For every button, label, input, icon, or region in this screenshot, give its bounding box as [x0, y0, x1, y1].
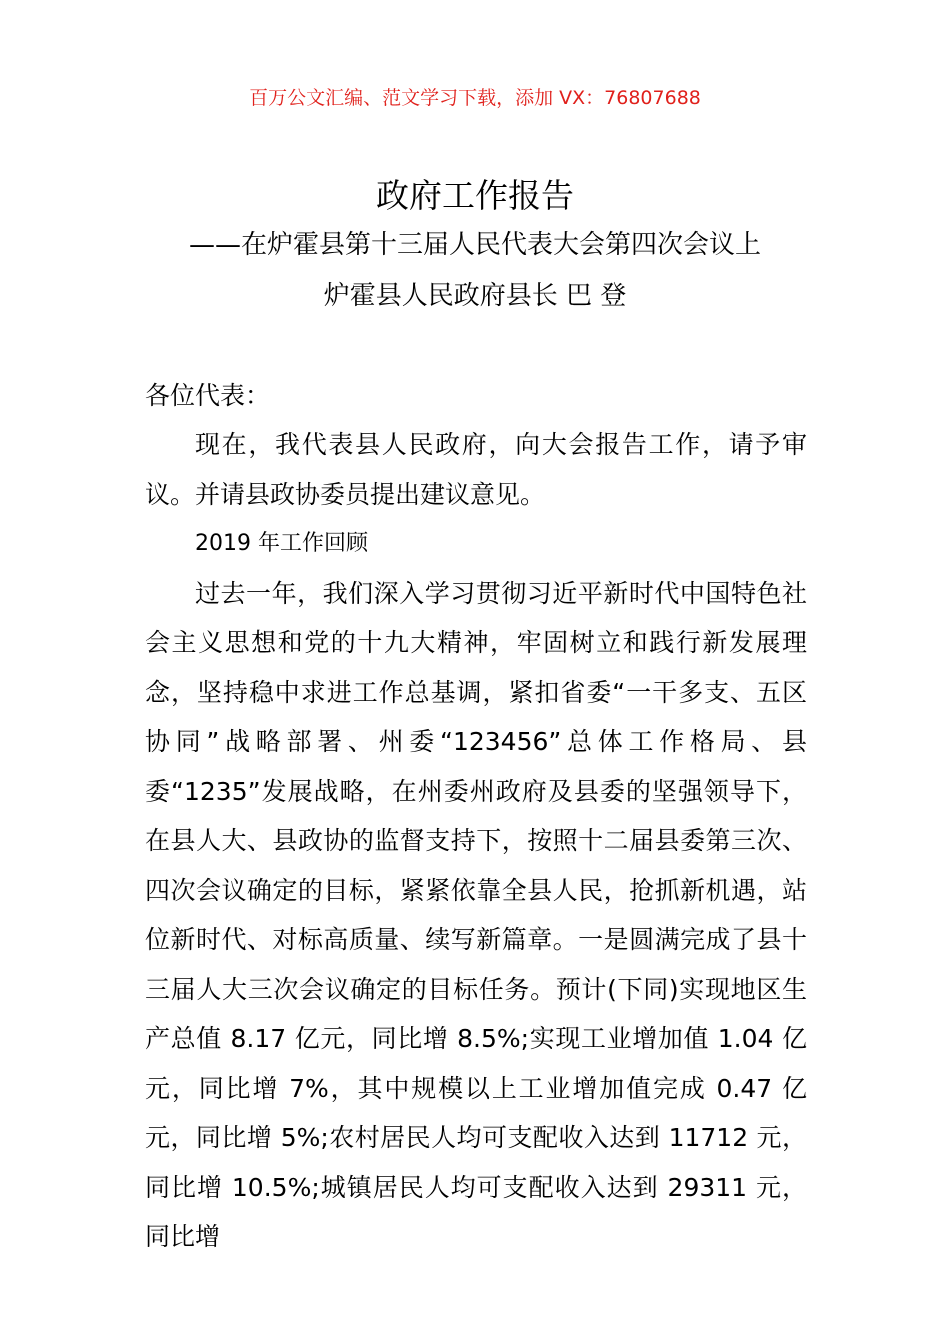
watermark-header: 百万公文汇编、范文学习下载，添加 VX：76807688 [249, 87, 701, 109]
section-heading: 2019 年工作回顾 [195, 531, 368, 556]
document-subtitle: ——在炉霍县第十三届人民代表大会第四次会议上 [188, 230, 761, 260]
salutation: 各位代表： [145, 381, 271, 410]
paragraph-review: 过去一年，我们深入学习贯彻习近平新时代中国特色社会主义思想和党的十九大精神，牢固树立和践行新发展理念，坚持稳中求进工作总基调，紧扣省委“一干多支、五区协同”战略部署、州委“123456”总体工作格局、县委“1235”发展战略，在州委州政府及县委的坚强领导下，在县人大、县政协的监督支持下，按照十二届县委第三次、四次会议确定的目标，紧紧依靠全县人民，抢抓新机遇，站位新时代、对标高质量、续写新篇章。一是圆满完成了县十三届人大三次会议确定的目标任务。预计(下同)实现地区生产总值 8.17 亿元，同比增 8.5%;实现工业增加值 1.04 亿元，同比增 7%，其中规模以上工业增加值完成 0.47 亿元，同比增 5%;农村居民人均可支配收入达到 11712 元，同比增 10.5%;城镇居民人均可支配收入达到 29311 元，同比增 [145, 578, 807, 1251]
report-body [145, 420, 807, 1262]
paragraph-opening: 现在，我代表县人民政府，向大会报告工作，请予审议。并请县政协委员提出建议意见。 [145, 430, 807, 509]
document-title: 政府工作报告 [376, 176, 574, 215]
document-author: 炉霍县人民政府县长 巴 登 [323, 281, 627, 311]
